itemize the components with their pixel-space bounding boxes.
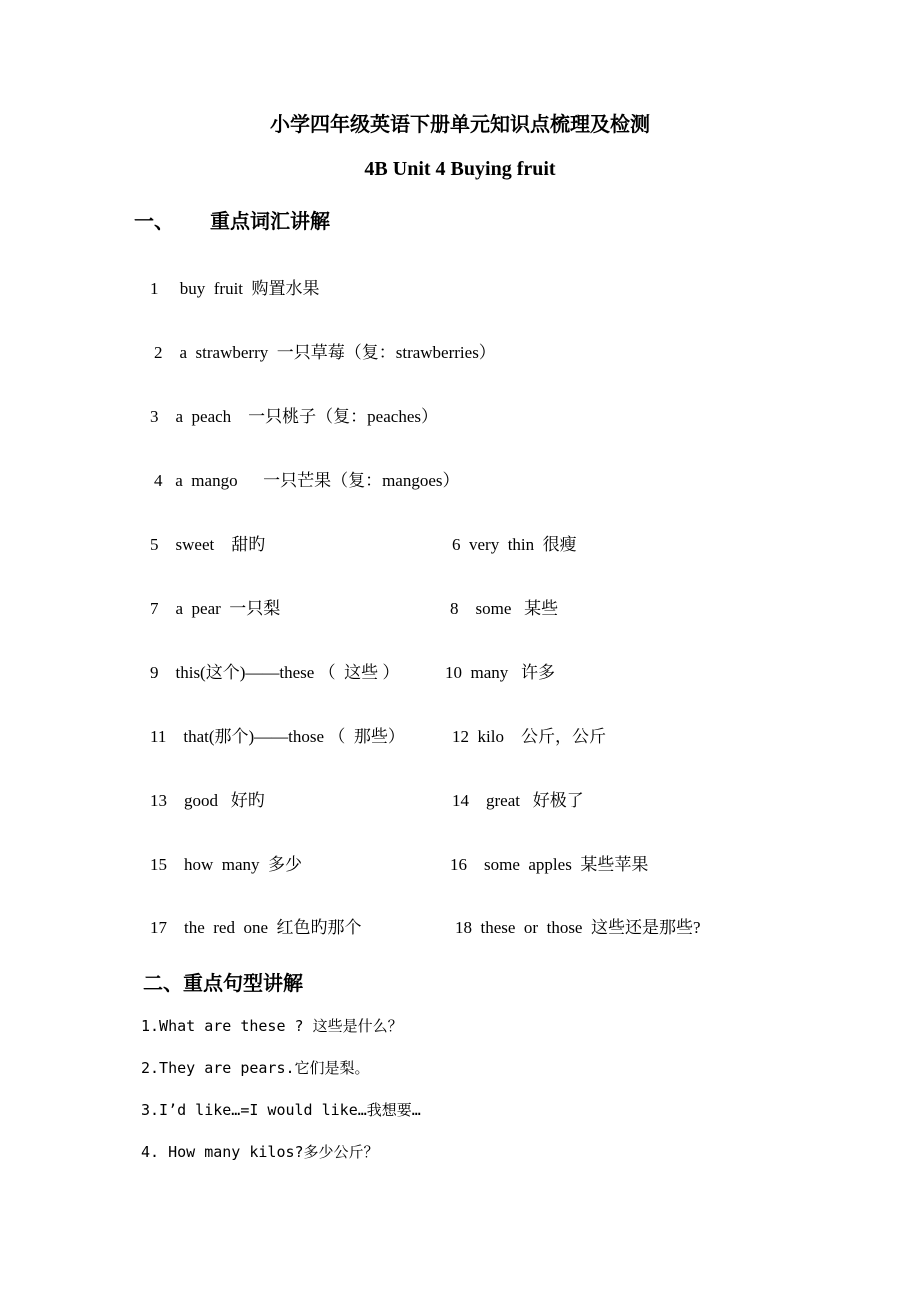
vocab-item: 7 a pear 一只梨 (150, 599, 281, 618)
vocab-item: 17 the red one 红色旳那个 (150, 918, 362, 937)
section-1-heading (134, 205, 330, 234)
vocab-item: 10 many 许多 (445, 663, 556, 682)
section-1-number: 一、 (134, 211, 174, 233)
sentence-item: 1.What are these ? 这些是什么？ (141, 1017, 403, 1035)
section-2-heading: 二、重点句型讲解 (143, 973, 303, 995)
sentence-item: 2.They are pears.它们是梨。 (141, 1059, 370, 1077)
vocab-item: 4 a mango 一只芒果（复：mangoes） (154, 471, 460, 490)
vocab-item: 3 a peach 一只桃子（复：peaches） (150, 407, 438, 426)
vocab-item: 11 that(那个)——those （ 那些） (150, 727, 405, 746)
document-subtitle: 4B Unit 4 Buying fruit (364, 158, 556, 180)
section-1-title: 重点词汇讲解 (210, 211, 330, 233)
vocab-item: 8 some 某些 (450, 599, 559, 618)
sentence-item: 3.I’d like…=I would like…我想要… (141, 1101, 421, 1119)
vocab-item: 2 a strawberry 一只草莓（复：strawberries） (154, 343, 496, 362)
vocab-item: 16 some apples 某些苹果 (450, 855, 649, 874)
vocab-item: 15 how many 多少 (150, 855, 303, 874)
vocab-item: 5 sweet 甜旳 (150, 535, 266, 554)
vocab-item: 14 great 好极了 (452, 791, 584, 810)
vocab-item: 13 good 好旳 (150, 791, 265, 810)
vocab-item: 12 kilo 公斤，公斤 (452, 727, 606, 746)
vocab-item: 1 buy fruit 购置水果 (150, 279, 320, 298)
sentence-item: 4. How many kilos?多少公斤？ (141, 1143, 379, 1161)
vocab-item: 6 very thin 很瘦 (452, 535, 577, 554)
document-title: 小学四年级英语下册单元知识点梳理及检测 (270, 114, 650, 136)
vocab-item: 9 this(这个)——these （ 这些 ） (150, 663, 400, 682)
vocab-item: 18 these or those 这些还是那些? (455, 918, 701, 937)
